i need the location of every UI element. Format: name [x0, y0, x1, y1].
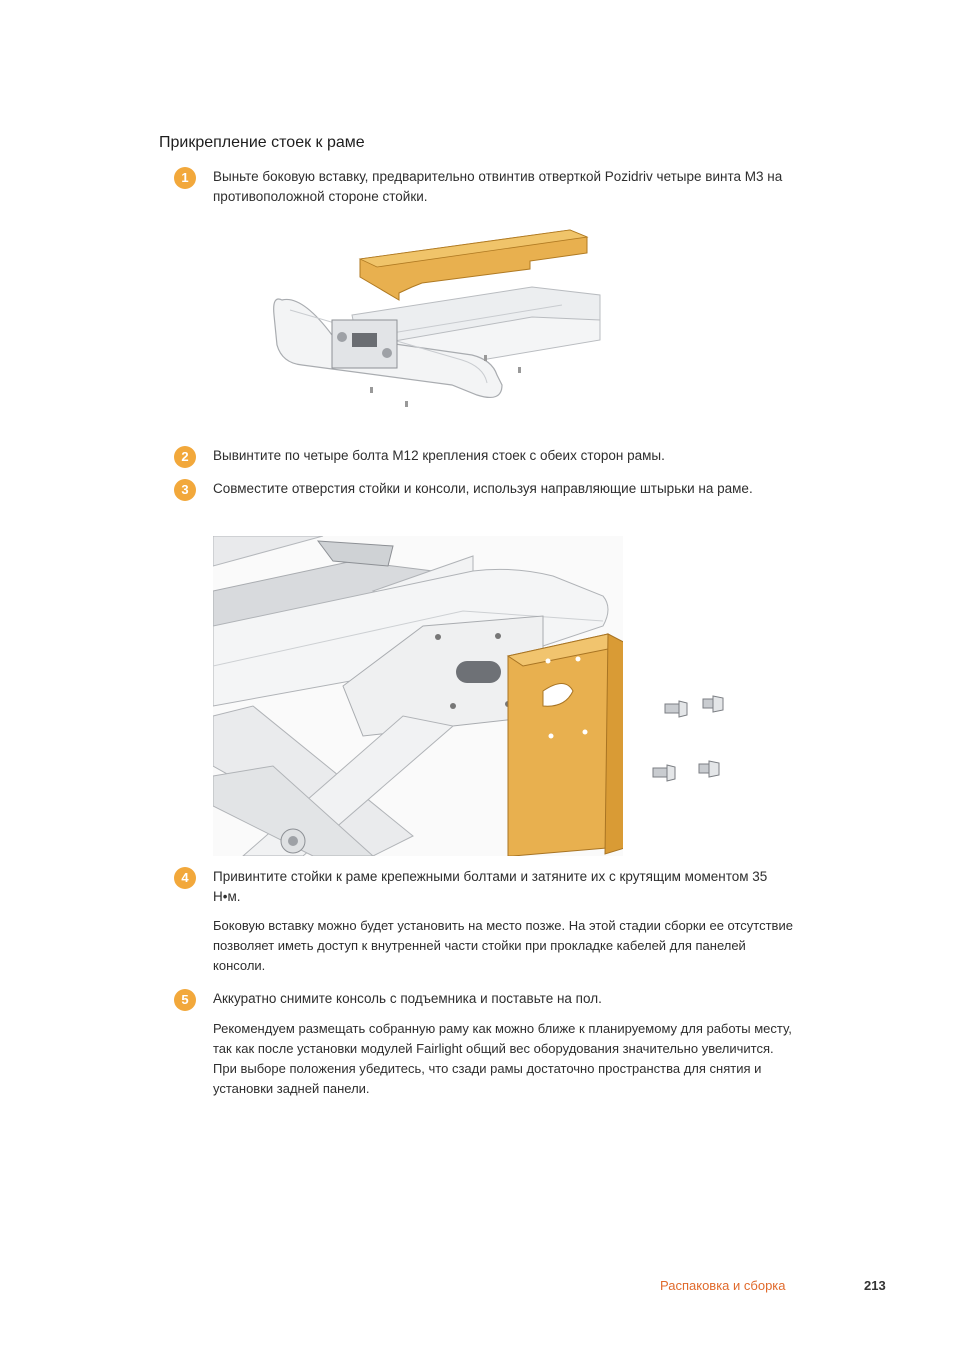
- step-number: 4: [174, 867, 196, 889]
- step-4-note: Боковую вставку можно будет установить на место позже. На этой стадии сборки ее отсутствие позволяет иметь доступ к внутренней части стойки при прокладке кабелей для панелей консоли.: [213, 918, 793, 973]
- step-text: Выньте боковую вставку, предварительно отвинтив отверткой Pozidriv четыре винта M3 на противоположной стороне стойки.: [213, 169, 783, 204]
- step-text: Совместите отверстия стойки и консоли, используя направляющие штырьки на раме.: [213, 481, 753, 496]
- page-title: Прикрепление стоек к раме: [159, 134, 365, 151]
- page-number: 213: [864, 1278, 886, 1293]
- step-text: Привинтите стойки к раме крепежными болтами и затяните их с крутящим моментом 35 Н•м.: [213, 869, 768, 904]
- step-text: Вывинтите по четыре болта M12 крепления стоек с обеих сторон рамы.: [213, 448, 665, 463]
- leg-alignment-illustration: [213, 536, 743, 856]
- step-number: 3: [174, 479, 196, 501]
- footer-section-title: Распаковка и сборка: [660, 1278, 786, 1293]
- step-5-note: Рекомендуем размещать собранную раму как можно ближе к планируемому для работы месту, так как после установки модулей Fairlight общий вес оборудования значительно увеличится. При выборе положения убедитесь, что сзади рамы достаточно пространства для снятия и установки задней панели.: [213, 1021, 792, 1096]
- side-insert-illustration: [262, 225, 602, 435]
- step-number: 1: [174, 167, 196, 189]
- step-number: 2: [174, 446, 196, 468]
- step-text: Аккуратно снимите консоль с подъемника и поставьте на пол.: [213, 991, 602, 1006]
- bolt-icon: [653, 696, 723, 781]
- step-number: 5: [174, 989, 196, 1011]
